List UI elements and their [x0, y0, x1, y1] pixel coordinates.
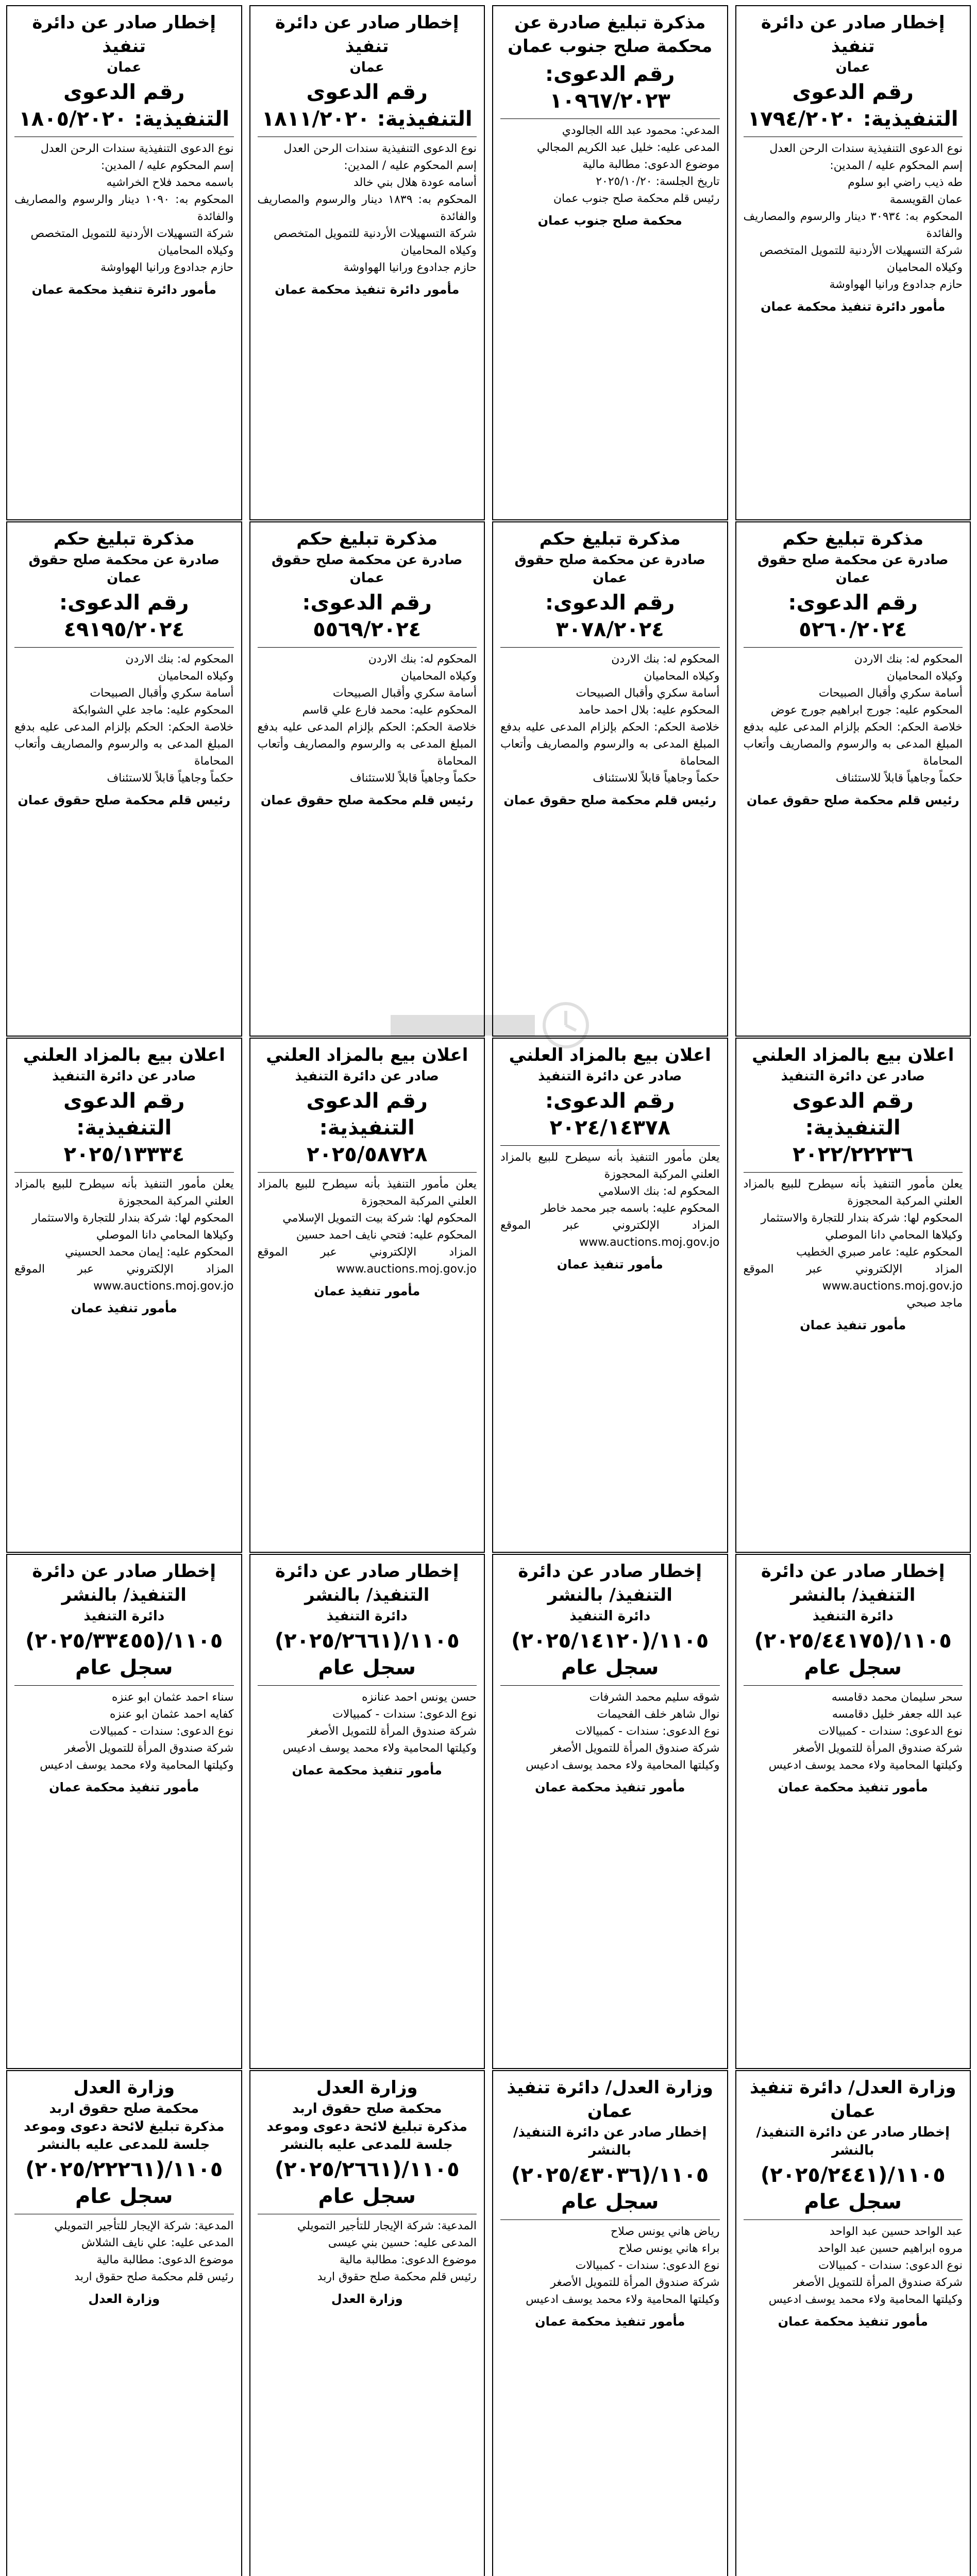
- notice-text: شركة صندوق المرأة للتمويل الأصغر: [307, 1724, 477, 1738]
- notice-text: وكيلتها المحامية ولاء محمد يوسف ادعيس: [40, 1758, 234, 1772]
- notice-text: حكماً وجاهياً قابلاً للاستئناف: [835, 772, 963, 785]
- notice-text: حازم جدادوع ورانيا الهواوشة: [100, 261, 234, 274]
- notice-text: نوال شاهر خلف الفحيمات: [597, 1707, 720, 1721]
- case-number: رقم الدعوى: ٥٢٦٠/٢٠٢٤: [788, 591, 918, 642]
- notice-text: شركة صندوق المرأة للتمويل الأصغر: [550, 2276, 720, 2289]
- notice-heading: مذكرة تبليغ لائحة دعوى وموعد جلسة للمدعى عليه بالنشر: [23, 2119, 225, 2153]
- notice-text: شركة التسهيلات الأردنية للتمويل المتخصص: [30, 227, 234, 240]
- notice-signature: وزارة العدل: [331, 2292, 403, 2307]
- notice-text: خلاصة الحكم: الحكم بإلزام المدعى عليه بدفع المبلغ المدعى به والرسوم والمصاريف وأتعاب المحاماة: [743, 721, 963, 768]
- notice-text: حسن يونس احمد عنانزه: [362, 1690, 477, 1704]
- notice-text: حكماً وجاهياً قابلاً للاستئناف: [107, 772, 234, 785]
- notice-heading: محكمة صلح حقوق اربد: [49, 2100, 199, 2116]
- notice-text: وكيلتها المحامية ولاء محمد يوسف ادعيس: [768, 2293, 963, 2306]
- notice-text: أسامه عودة هلال بني خالد: [353, 176, 477, 189]
- notice-text: المحكوم عليه: إيمان محمد الحسيني: [65, 1245, 234, 1259]
- notice-text: نوع الدعوى: سندات - كمبيالات: [575, 2259, 720, 2272]
- case-number: ١١٠٥/(٢٠٢٥/١٤١٢٠) سجل عام: [511, 1629, 709, 1680]
- notice-heading: صادر عن دائرة التنفيذ: [781, 1068, 925, 1084]
- notice-heading: صادرة عن محكمة صلح حقوق عمان: [271, 552, 463, 586]
- case-number: رقم الدعوى: ٣٠٧٨/٢٠٢٤: [545, 591, 675, 642]
- case-number: رقم الدعوى: ٢٠٢٤/١٤٣٧٨: [545, 1089, 675, 1140]
- notice-text: موضوع الدعوى: مطالبة مالية: [339, 2253, 477, 2267]
- notice-signature: محكمة صلح جنوب عمان: [537, 213, 682, 228]
- notice-signature: مأمور تنفيذ محكمة عمان: [292, 1762, 442, 1777]
- notice-text: المحكوم له: بنك الاردن: [125, 653, 234, 666]
- case-number: رقم الدعوى التنفيذية: ١٧٩٤/٢٠٢٠: [747, 80, 958, 131]
- notice-signature: مأمور تنفيذ عمان: [557, 1257, 663, 1272]
- divider: [500, 1145, 720, 1146]
- notice-text: المحكوم له: بنك الاردن: [611, 653, 720, 666]
- notice-text: المزاد الإلكتروني عبر الموقع www.auctions.moj.gov.jo: [500, 1218, 720, 1249]
- case-number: ١١٠٥/(٢٠٢٥/٢٦٦١) سجل عام: [274, 2158, 460, 2209]
- notice-text: عبد الواحد حسين عبد الواحد: [829, 2225, 963, 2238]
- notice-signature: مأمور تنفيذ محكمة عمان: [535, 2314, 685, 2329]
- divider: [258, 1172, 477, 1173]
- notice-text: عبد الله جعفر خليل دقامسه: [832, 1707, 963, 1721]
- case-number: رقم الدعوى التنفيذية: ١٨٠٥/٢٠٢٠: [19, 80, 230, 131]
- notice-text: وكيلاه المحاميان: [886, 670, 963, 683]
- legal-notice: [735, 1038, 971, 1553]
- notice-heading: إخطار صادر عن دائرة التنفيذ/ بالنشر: [761, 1561, 945, 1605]
- notice-heading: مذكرة تبليغ لائحة دعوى وموعد جلسة للمدعى عليه بالنشر: [266, 2119, 468, 2153]
- divider: [14, 1685, 234, 1686]
- notice-heading: صادرة عن محكمة صلح حقوق عمان: [28, 552, 220, 586]
- notice-text: أسامة سكري وأقبال الصبيحات: [576, 687, 720, 700]
- notice-text: نوع الدعوى: سندات - كمبيالات: [575, 1724, 720, 1738]
- case-number: رقم الدعوى: ٤٩١٩٥/٢٠٢٤: [59, 591, 189, 642]
- case-number: ١١٠٥/(٢٠٢٥/٢٤٤١) سجل عام: [760, 2163, 946, 2214]
- case-number: ١١٠٥/(٢٠٢٥/٣٣٤٥٥) سجل عام: [25, 1629, 223, 1680]
- notice-text: شركة التسهيلات الأردنية للتمويل المتخصص: [759, 244, 963, 257]
- notice-heading: مذكرة تبليغ حكم: [782, 529, 924, 549]
- case-number: ١١٠٥/(٢٠٢٥/٢٢٢٦١) سجل عام: [25, 2158, 223, 2209]
- notice-text: يعلن مأمور التنفيذ بأنه سيطرح للبيع بالمزاد العلني المركبة المحجوزة: [743, 1177, 963, 1208]
- notice-text: وكيلاه المحاميان: [886, 261, 963, 274]
- notice-heading: إخطار صادر عن دائرة التنفيذ/ بالنشر: [513, 2124, 707, 2158]
- notice-text: رئيس قلم محكمة صلح جنوب عمان: [553, 192, 720, 205]
- notice-text: تاريخ الجلسة: ٢٠٢٥/١٠/٢٠: [596, 175, 720, 188]
- notice-text: المزاد الإلكتروني عبر الموقع www.auctions.moj.gov.jo: [743, 1262, 963, 1293]
- notice-row: [6, 1554, 971, 2069]
- notice-heading: محكمة صلح حقوق اربد: [292, 2100, 442, 2116]
- notice-text: خلاصة الحكم: الحكم بإلزام المدعى عليه بدفع المبلغ المدعى به والرسوم والمصاريف وأتعاب المحاماة: [500, 721, 720, 768]
- notice-heading: إخطار صادر عن دائرة تنفيذ: [32, 12, 216, 57]
- notice-text: سناء احمد عثمان ابو عنزه: [112, 1690, 234, 1704]
- legal-notice: [6, 5, 242, 520]
- notice-text: المحكوم عليه: عامر صبري الخطيب: [796, 1245, 963, 1259]
- notice-text: أسامة سكري وأقبال الصبيحات: [818, 687, 963, 700]
- notice-text: نوع الدعوى: سندات - كمبيالات: [332, 1707, 477, 1721]
- notice-text: المحكوم عليه: ماجد علي الشوابكة: [72, 704, 234, 717]
- notice-text: المدعية: شركة الإيجار للتأجير التمويلي: [297, 2219, 477, 2233]
- notice-signature: رئيس قلم محكمة صلح حقوق عمان: [18, 793, 231, 808]
- notice-text: ماجد صبحي: [906, 1296, 963, 1310]
- notice-text: شركة التسهيلات الأردنية للتمويل المتخصص: [273, 227, 477, 240]
- notice-text: المحكوم عليه: باسمه جبر محمد خاطر: [541, 1201, 720, 1215]
- legal-notice: [492, 521, 728, 1037]
- divider: [258, 1685, 477, 1686]
- notice-signature: مأمور تنفيذ محكمة عمان: [535, 1780, 685, 1794]
- notice-text: نوع الدعوى التنفيذية سندات الرحن العدل: [283, 142, 477, 155]
- notice-signature: مأمور تنفيذ محكمة عمان: [778, 2314, 928, 2329]
- notice-text: باسمه محمد فلاح الخراشيه: [106, 176, 234, 189]
- notice-text: المزاد الإلكتروني عبر الموقع www.auctions.moj.gov.jo: [14, 1262, 234, 1293]
- notice-heading: دائرة التنفيذ: [569, 1608, 651, 1624]
- notice-heading: مذكرة تبليغ حكم: [296, 529, 438, 549]
- divider: [744, 1172, 963, 1173]
- case-number: رقم الدعوى التنفيذية: ٢٠٢٥/٥٨٧٢٨: [306, 1089, 428, 1166]
- notice-signature: مأمور دائرة تنفيذ محكمة عمان: [275, 282, 460, 297]
- legal-notice: [249, 2070, 485, 2576]
- divider: [500, 2219, 720, 2220]
- divider: [744, 2219, 963, 2220]
- notice-row: [6, 1038, 971, 1553]
- notice-heading: صادر عن دائرة التنفيذ: [295, 1068, 439, 1084]
- case-number: ١١٠٥/(٢٠٢٥/٢٦٦١) سجل عام: [274, 1629, 460, 1680]
- notice-text: المدعى عليه: حسين بني عيسى: [328, 2236, 477, 2250]
- notice-heading: اعلان بيع بالمزاد العلني: [509, 1045, 711, 1065]
- notice-text: شوقه سليم محمد الشرفات: [589, 1690, 720, 1704]
- notice-text: موضوع الدعوى: مطالبة مالية: [96, 2253, 234, 2267]
- legal-notice: [492, 1554, 728, 2069]
- legal-notice: [249, 5, 485, 520]
- notice-signature: مأمور دائرة تنفيذ محكمة عمان: [761, 299, 946, 314]
- notice-signature: وزارة العدل: [88, 2292, 160, 2307]
- notice-text: شركة صندوق المرأة للتمويل الأصغر: [793, 2276, 963, 2289]
- notice-text: المحكوم له: بنك الاسلامي: [598, 1184, 720, 1198]
- legal-notice: [492, 1038, 728, 1553]
- notice-text: وكيلتها المحامية ولاء محمد يوسف ادعيس: [526, 2293, 720, 2306]
- notice-text: براء هاني يونس صلاح: [618, 2242, 720, 2255]
- notice-text: وكيلتها المحامية ولاء محمد يوسف ادعيس: [282, 1741, 477, 1755]
- legal-notice: [492, 5, 728, 520]
- divider: [500, 118, 720, 119]
- legal-notice: [6, 1554, 242, 2069]
- notice-text: مروه ابراهيم حسين عبد الواحد: [818, 2242, 963, 2255]
- notice-heading: دائرة التنفيذ: [83, 1608, 165, 1624]
- notice-text: نوع الدعوى: سندات - كمبيالات: [818, 2259, 963, 2272]
- notice-text: رياض هاني يونس صلاح: [611, 2225, 720, 2238]
- notice-text: حازم جدادوع ورانيا الهواوشة: [829, 278, 963, 291]
- notice-signature: مأمور تنفيذ عمان: [71, 1300, 177, 1315]
- case-number: ١١٠٥/(٢٠٢٥/٤٤١٧٥) سجل عام: [754, 1629, 952, 1680]
- divider: [14, 1172, 234, 1173]
- notice-text: شركة صندوق المرأة للتمويل الأصغر: [64, 1741, 234, 1755]
- notice-row: [6, 2070, 971, 2576]
- legal-notice: [735, 521, 971, 1037]
- notice-text: إسم المحكوم عليه / المدين:: [830, 159, 963, 172]
- notice-text: كفايه احمد عثمان ابو عنزه: [109, 1707, 234, 1721]
- notice-signature: رئيس قلم محكمة صلح حقوق عمان: [503, 793, 717, 808]
- notice-text: المحكوم به: ١٠٩٠ دينار والرسوم والمصاريف والفائدة: [14, 193, 234, 223]
- notice-text: وكيلاه المحاميان: [644, 670, 720, 683]
- notice-text: وكيلاه المحاميان: [158, 244, 234, 257]
- notice-text: المحكوم به: ٣٠٩٣٤ دينار والرسوم والمصاريف والفائدة: [743, 210, 963, 240]
- case-number: رقم الدعوى التنفيذية: ٢٠٢٥/١٣٣٣٤: [63, 1089, 185, 1166]
- divider: [500, 647, 720, 648]
- legal-notice: [735, 5, 971, 520]
- notice-text: حكماً وجاهياً قابلاً للاستئناف: [349, 772, 477, 785]
- legal-notice: [249, 1038, 485, 1553]
- notice-heading: صادر عن دائرة التنفيذ: [538, 1068, 682, 1084]
- legal-notice: [6, 1038, 242, 1553]
- notice-text: أسامة سكري وأقبال الصبيحات: [90, 687, 234, 700]
- notice-heading: دائرة التنفيذ: [326, 1608, 408, 1624]
- notice-text: نوع الدعوى التنفيذية سندات الرحن العدل: [40, 142, 234, 155]
- notice-signature: رئيس قلم محكمة صلح حقوق عمان: [260, 793, 474, 808]
- legal-notice: [492, 2070, 728, 2576]
- notice-heading: مذكرة تبليغ حكم: [53, 529, 195, 549]
- notice-text: رئيس قلم محكمة صلح حقوق اربد: [74, 2270, 234, 2284]
- notice-heading: اعلان بيع بالمزاد العلني: [266, 1045, 468, 1065]
- legal-notice: [735, 1554, 971, 2069]
- case-number: ١١٠٥/(٢٠٢٥/٤٣٠٣٦) سجل عام: [511, 2163, 709, 2214]
- notice-text: المحكوم لها: شركة بيت التمويل الإسلامي: [282, 1211, 477, 1225]
- case-number: رقم الدعوى: ١٠٩٦٧/٢٠٢٣: [545, 62, 675, 113]
- case-number: رقم الدعوى التنفيذية: ١٨١١/٢٠٢٠: [261, 80, 473, 131]
- notice-text: المدعى عليه: علي نايف الشلاش: [81, 2236, 234, 2250]
- notice-signature: مأمور تنفيذ عمان: [314, 1283, 420, 1298]
- notice-text: نوع الدعوى: سندات - كمبيالات: [818, 1724, 963, 1738]
- notice-heading: إخطار صادر عن دائرة تنفيذ: [761, 12, 945, 57]
- notice-text: وكيلاه المحاميان: [400, 670, 477, 683]
- notice-text: إسم المحكوم عليه / المدين:: [100, 159, 234, 172]
- divider: [14, 647, 234, 648]
- notice-text: رئيس قلم محكمة صلح حقوق اربد: [317, 2270, 477, 2284]
- notice-row: [6, 521, 971, 1037]
- divider: [500, 1685, 720, 1686]
- case-number: رقم الدعوى: ٥٥٦٩/٢٠٢٤: [302, 591, 432, 642]
- notice-heading: عمان: [349, 59, 384, 75]
- notice-heading: عمان: [107, 59, 142, 75]
- notice-text: خلاصة الحكم: الحكم بإلزام المدعى عليه بدفع المبلغ المدعى به والرسوم والمصاريف وأتعاب المحاماة: [14, 721, 234, 768]
- notice-text: المزاد الإلكتروني عبر الموقع www.auctions.moj.gov.jo: [257, 1245, 477, 1276]
- notice-text: المحكوم لها: شركة بندار للتجارة والاستثمار: [32, 1211, 234, 1225]
- notice-text: يعلن مأمور التنفيذ بأنه سيطرح للبيع بالمزاد العلني المركبة المحجوزة: [14, 1177, 234, 1208]
- notice-text: المحكوم عليه: محمد فارع علي قاسم: [302, 704, 477, 717]
- notice-text: خلاصة الحكم: الحكم بإلزام المدعى عليه بدفع المبلغ المدعى به والرسوم والمصاريف وأتعاب المحاماة: [257, 721, 477, 768]
- notice-heading: صادرة عن محكمة صلح حقوق عمان: [514, 552, 706, 586]
- notice-heading: إخطار صادر عن دائرة التنفيذ/ بالنشر: [756, 2124, 950, 2158]
- notice-text: حكماً وجاهياً قابلاً للاستئناف: [593, 772, 720, 785]
- notice-text: أسامة سكري وأقبال الصبيحات: [332, 687, 477, 700]
- notice-heading: مذكرة تبليغ حكم: [539, 529, 681, 549]
- legal-notice: [249, 1554, 485, 2069]
- notice-text: نوع الدعوى التنفيذية سندات الرحن العدل: [769, 142, 963, 155]
- notice-signature: مأمور تنفيذ محكمة عمان: [49, 1780, 199, 1794]
- notice-text: يعلن مأمور التنفيذ بأنه سيطرح للبيع بالمزاد العلني المركبة المحجوزة: [257, 1177, 477, 1208]
- notice-heading: عمان: [835, 59, 870, 75]
- notice-text: المحكوم لها: شركة بندار للتجارة والاستثمار: [761, 1211, 963, 1225]
- notice-heading: اعلان بيع بالمزاد العلني: [23, 1045, 225, 1065]
- case-number: رقم الدعوى التنفيذية: ٢٠٢٢/٢٢٢٣٦: [792, 1089, 914, 1166]
- divider: [744, 647, 963, 648]
- notice-heading: وزارة العدل/ دائرة تنفيذ عمان: [507, 2077, 713, 2122]
- notice-heading: اعلان بيع بالمزاد العلني: [752, 1045, 954, 1065]
- notice-heading: إخطار صادر عن دائرة التنفيذ/ بالنشر: [518, 1561, 702, 1605]
- notice-text: وكيلاه المحاميان: [158, 670, 234, 683]
- notice-signature: مأمور تنفيذ محكمة عمان: [778, 1780, 928, 1794]
- notice-text: وكيلاها المحامي دانا الموصلي: [96, 1228, 234, 1242]
- notice-text: موضوع الدعوى: مطالبة مالية: [582, 158, 720, 171]
- notice-heading: دائرة التنفيذ: [812, 1608, 894, 1624]
- notice-text: شركة صندوق المرأة للتمويل الأصغر: [550, 1741, 720, 1755]
- notice-signature: رئيس قلم محكمة صلح حقوق عمان: [746, 793, 959, 808]
- notice-heading: وزارة العدل: [73, 2077, 175, 2098]
- notice-text: نوع الدعوى: سندات - كمبيالات: [89, 1724, 234, 1738]
- legal-notice: [6, 521, 242, 1037]
- notice-heading: إخطار صادر عن دائرة التنفيذ/ بالنشر: [275, 1561, 459, 1605]
- notice-heading: مذكرة تبليغ صادرة عن محكمة صلح جنوب عمان: [508, 12, 713, 57]
- legal-notice: [6, 2070, 242, 2576]
- notice-text: سحر سليمان محمد دقامسه: [831, 1690, 963, 1704]
- notice-heading: وزارة العدل/ دائرة تنفيذ عمان: [750, 2077, 956, 2122]
- notice-row: [6, 5, 971, 520]
- notice-text: المدعى عليه: خليل عبد الكريم المجالي: [536, 141, 720, 154]
- notice-text: وكيلتها المحامية ولاء محمد يوسف ادعيس: [526, 1758, 720, 1772]
- legal-notice: [735, 2070, 971, 2576]
- notice-text: وكيلتها المحامية ولاء محمد يوسف ادعيس: [768, 1758, 963, 1772]
- notice-text: المحكوم عليه: بلال احمد حامد: [578, 704, 720, 717]
- notice-text: وكيلاها المحامي دانا الموصلي: [825, 1228, 963, 1242]
- legal-notice: [249, 521, 485, 1037]
- notice-text: وكيلاه المحاميان: [400, 244, 477, 257]
- notice-text: المحكوم عليه: فتحي نايف احمد حسين: [296, 1228, 477, 1242]
- divider: [258, 647, 477, 648]
- notice-text: المدعية: شركة الإيجار للتأجير التمويلي: [54, 2219, 234, 2233]
- notice-heading: إخطار صادر عن دائرة تنفيذ: [275, 12, 459, 57]
- notice-heading: إخطار صادر عن دائرة التنفيذ/ بالنشر: [32, 1561, 216, 1605]
- notice-text: المدعي: محمود عبد الله الجالودي: [562, 124, 720, 137]
- notice-heading: وزارة العدل: [316, 2077, 418, 2098]
- notice-text: شركة صندوق المرأة للتمويل الأصغر: [793, 1741, 963, 1755]
- notice-text: المحكوم عليه: جورج ابراهيم جورج عوض: [770, 704, 963, 717]
- notice-text: عمان القويسمة: [889, 193, 963, 206]
- notice-heading: صادر عن دائرة التنفيذ: [52, 1068, 196, 1084]
- notice-text: يعلن مأمور التنفيذ بأنه سيطرح للبيع بالمزاد العلني المركبة المحجوزة: [500, 1150, 720, 1181]
- notice-text: المحكوم له: بنك الاردن: [368, 653, 477, 666]
- notice-signature: مأمور تنفيذ عمان: [800, 1317, 906, 1332]
- notice-signature: مأمور دائرة تنفيذ محكمة عمان: [31, 282, 216, 297]
- divider: [744, 1685, 963, 1686]
- notice-text: المحكوم به: ١٨٣٩ دينار والرسوم والمصاريف والفائدة: [257, 193, 477, 223]
- notice-text: إسم المحكوم عليه / المدين:: [344, 159, 477, 172]
- notice-text: طه ذيب راضي ابو سلوم: [848, 176, 963, 189]
- notice-text: المحكوم له: بنك الاردن: [854, 653, 963, 666]
- notice-heading: صادرة عن محكمة صلح حقوق عمان: [757, 552, 949, 586]
- notice-text: حازم جدادوع ورانيا الهواوشة: [343, 261, 477, 274]
